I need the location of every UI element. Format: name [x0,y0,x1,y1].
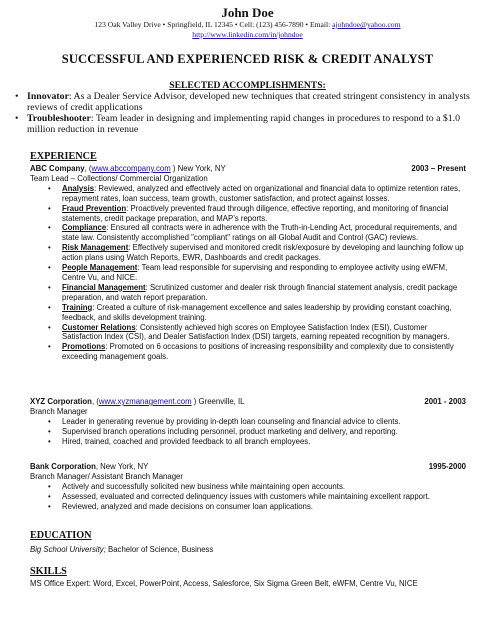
list-item: • Hired, trained, coached and provided feedback to all branch employees. [48,437,466,447]
job-heading [30,397,466,407]
accomplishment-item [18,114,488,135]
education-entry [30,545,470,555]
candidate-name: John Doe [221,5,274,20]
company-name: ABC Company [30,164,85,173]
contact-details: 123 Oak Valley Drive • Springfield, IL 12345 • Cell: (123) 456-7890 • Email: [94,20,331,29]
company-website-link[interactable]: www.xyzmanagement.com [98,397,192,406]
bullet-label: Customer Relations [62,322,136,332]
bullet-label: Analysis [62,183,95,193]
accomplishment-text: : As a Dealer Service Advisor, developed new techniques that created stringent consistency in analysts reviews of credit applications [27,91,470,113]
job-dates: 2003 – Present [411,164,466,173]
company-location: ) New York, NY [170,164,226,173]
resume-headline: SUCCESSFUL AND EXPERIENCED RISK & CREDIT ANALYST [61,52,434,66]
job-entry [30,462,466,512]
skills-list: MS Office Expert: Word, Excel, PowerPoint, Access, Salesforce, Six Sigma Green Belt, eWFM, Centre Vu, NICE [30,579,418,588]
list-item [48,223,466,243]
bullet-label: Financial Management [62,282,146,292]
job-entry [30,164,466,362]
company-website-link[interactable]: www.abccompany.com [91,164,171,173]
list-item: • Supervised branch operations including personnel, product marketing and delivery, and reporting. [48,427,466,437]
job-heading [30,462,466,472]
job-bullets [48,417,466,447]
list-item [48,243,466,263]
bullet-label: Risk Management [62,243,129,253]
accomplishment-text: : Team leader in designing and implementing rapid changes in procedures to respond to a $1.0 million reduction in revenue [27,113,461,135]
company-location: ) Greenville, IL [191,397,245,406]
bullet-text: : Promoted on 6 occasions to positions of increasing responsibility and complexity due to consistently exceeding management goals. [62,342,454,362]
job-bullets [48,482,466,512]
list-item [48,342,466,362]
job-role: Branch Manager [30,406,88,416]
list-item [48,184,466,204]
experience-section-title: EXPERIENCE [30,151,97,162]
job-role: Branch Manager/ Assistant Branch Manager [30,471,183,481]
contact-line [0,20,495,30]
linkedin-link[interactable]: http://www.linkedin.com/in/johndoe [192,30,303,39]
job-dates: 1995-2000 [428,462,466,471]
skills-section-title: SKILLS [30,566,67,577]
bullet-text: : Consistently achieved high scores on Employee Satisfaction Index (ESI), Customer Satisfaction Index (CSI), and Dealer Satisfaction Index (DSI) targets, earning repeated recognition by managers. [62,322,450,342]
bullet-text: : Ensured all contracts were in adherence with the Truth-in-Lending Act, procedural requirements, and state law. Consistently accomplished "compliant" ratings on all Global Audit and Control (GAC) reviews. [62,223,457,243]
bullet-text: : Effectively supervised and monitored credit risk/exposure by developing and launching follow up action plans using Watch Reports, EWR, Dashboards and credit packages. [62,243,464,263]
accomplishment-item [18,92,488,113]
bullet-label: Compliance [62,223,107,233]
email-link[interactable]: ajohndoe@yahoo.com [332,20,401,29]
company-name: Bank Corporation [30,462,96,471]
job-entry [30,397,466,447]
bullet-text: : Team lead responsible for supervising and responding to employee activity using eWFM, Centre Vu, and NICE. [62,263,448,282]
degree: Bachelor of Science, Business [105,545,214,554]
accomplishments-list [18,92,488,136]
linkedin-line [0,30,495,40]
company-name: XYZ Corporation [30,397,92,406]
list-item [48,204,466,224]
bullet-label: Fraud Prevention [62,203,127,213]
list-item: • Actively and successfully solicited new business while maintaining open accounts. [48,482,466,492]
list-item: • Leader in generating revenue by providing in-depth loan counseling and financial advice to clients. [48,417,466,427]
accomplishment-label: Troubleshooter [27,113,91,125]
bullet-text: : Proactively prevented fraud through diligence, effective reporting, and monitoring of financial statements, credit package preparation, and MAP’s reports. [62,203,449,223]
job-role: Team Lead – Collections/ Commercial Organization [30,173,208,183]
company-location: , New York, NY [95,462,149,471]
bullet-text: : Created a culture of risk-management excellence and sales leadership by providing constant coaching, feedback, and skills development training. [62,302,452,322]
company-prefix: , ( [91,397,99,406]
list-item: • Reviewed, analyzed and made decisions on consumer loan applications. [48,502,466,512]
list-item [48,303,466,323]
job-heading [30,164,466,174]
list-item [48,323,466,343]
company-prefix: , ( [84,164,92,173]
bullet-text: : Scrutinized customer and dealer risk through financial statement analysis, credit package preparation, and watch report preparation. [62,282,458,302]
bullet-label: Training [62,302,93,312]
list-item [48,283,466,303]
list-item: • Assessed, evaluated and corrected delinquency issues with customers while maintaining excellent rapport. [48,492,466,502]
job-dates: 2001 - 2003 [424,397,466,406]
bullet-text: : Reviewed, analyzed and effectively acted on organizational and financial data to optimize retention rates, repayment rates, loan success, team growth, customer satisfaction, and protect against losses. [62,183,461,203]
bullet-label: Promotions [62,342,106,352]
job-bullets [48,184,466,362]
education-section-title: EDUCATION [30,530,92,541]
accomplishments-title: SELECTED ACCOMPLISHMENTS: [169,80,326,91]
accomplishment-label: Innovator [27,91,69,102]
school-name: Big School University; [30,545,106,554]
list-item [48,263,466,283]
bullet-label: People Management [62,263,138,273]
resume-header [0,6,495,40]
